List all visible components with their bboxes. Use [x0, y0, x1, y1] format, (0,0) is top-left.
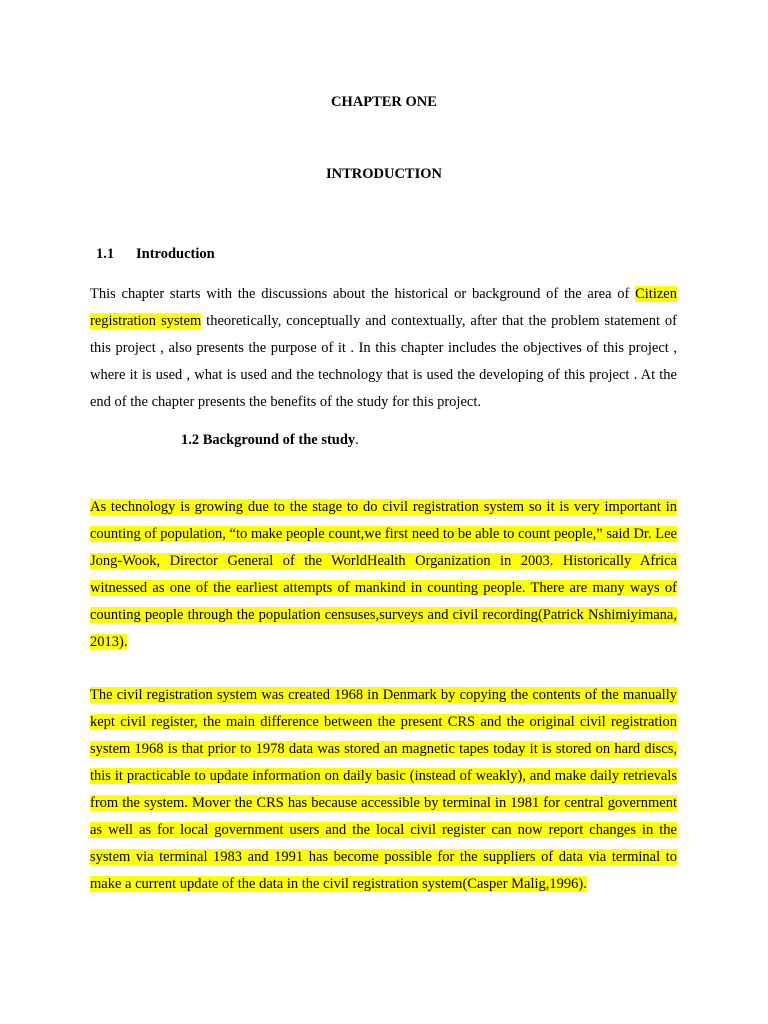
- section-heading-1-1: [96, 246, 215, 263]
- section-title: Introduction: [136, 246, 215, 262]
- highlighted-paragraph-background-1: As technology is growing due to the stage to do civil registration system so it is very important in counting of population, “to make people count,we first need to be able to count people,” said Dr. Lee Jong-Wook, Director General of the WorldHealth Organization in 2003. Historically Africa witnessed as one of the earliest attempts of mankind in counting people. There are many ways of counting people through the population censuses,surveys and civil recording(Patrick Nshimiyimana, 2013).: [90, 499, 677, 650]
- paragraph-intro-text-start: This chapter starts with the discussions about the historical or background of the area of: [90, 286, 636, 302]
- section-heading-1-2-title: 1.2 Background of the study: [181, 432, 356, 448]
- paragraph-intro: [90, 281, 677, 416]
- introduction-title: INTRODUCTION: [325, 166, 442, 182]
- section-heading-1-2-period: .: [355, 432, 359, 448]
- section-heading-1-2: [181, 432, 359, 449]
- paragraph-background-2: [90, 682, 677, 898]
- highlighted-paragraph-background-2: The civil registration system was created 1968 in Denmark by copying the contents of the manually kept civil register, the main difference between the present CRS and the original civil registration system 1968 is that prior to 1978 data was stored an magnetic tapes today it is stored on hard discs, this it practicable to update information on daily basic (instead of weakly), and make daily retrievals from the system. Mover the CRS has because accessible by terminal in 1981 for central government as well as for local government users and the local civil register can now report changes in the system via terminal 1983 and 1991 has become possible for the suppliers of data via terminal to make a current update of the data in the civil registration system(Casper Malig,1996).: [90, 687, 677, 892]
- paragraph-intro-text-end: theoretically, conceptually and contextually, after that the problem statement of this project , also presents the purpose of it . In this chapter includes the objectives of this project , where it is used , what is used and the technology that is used the developing of this project . At the end of the chapter presents the benefits of the study for this project.: [90, 313, 677, 410]
- paragraph-background-1: [90, 494, 677, 656]
- section-number: 1.1: [96, 246, 115, 262]
- highlighted-phrase: Citizen registration system: [90, 286, 677, 329]
- chapter-title: CHAPTER ONE: [331, 94, 437, 110]
